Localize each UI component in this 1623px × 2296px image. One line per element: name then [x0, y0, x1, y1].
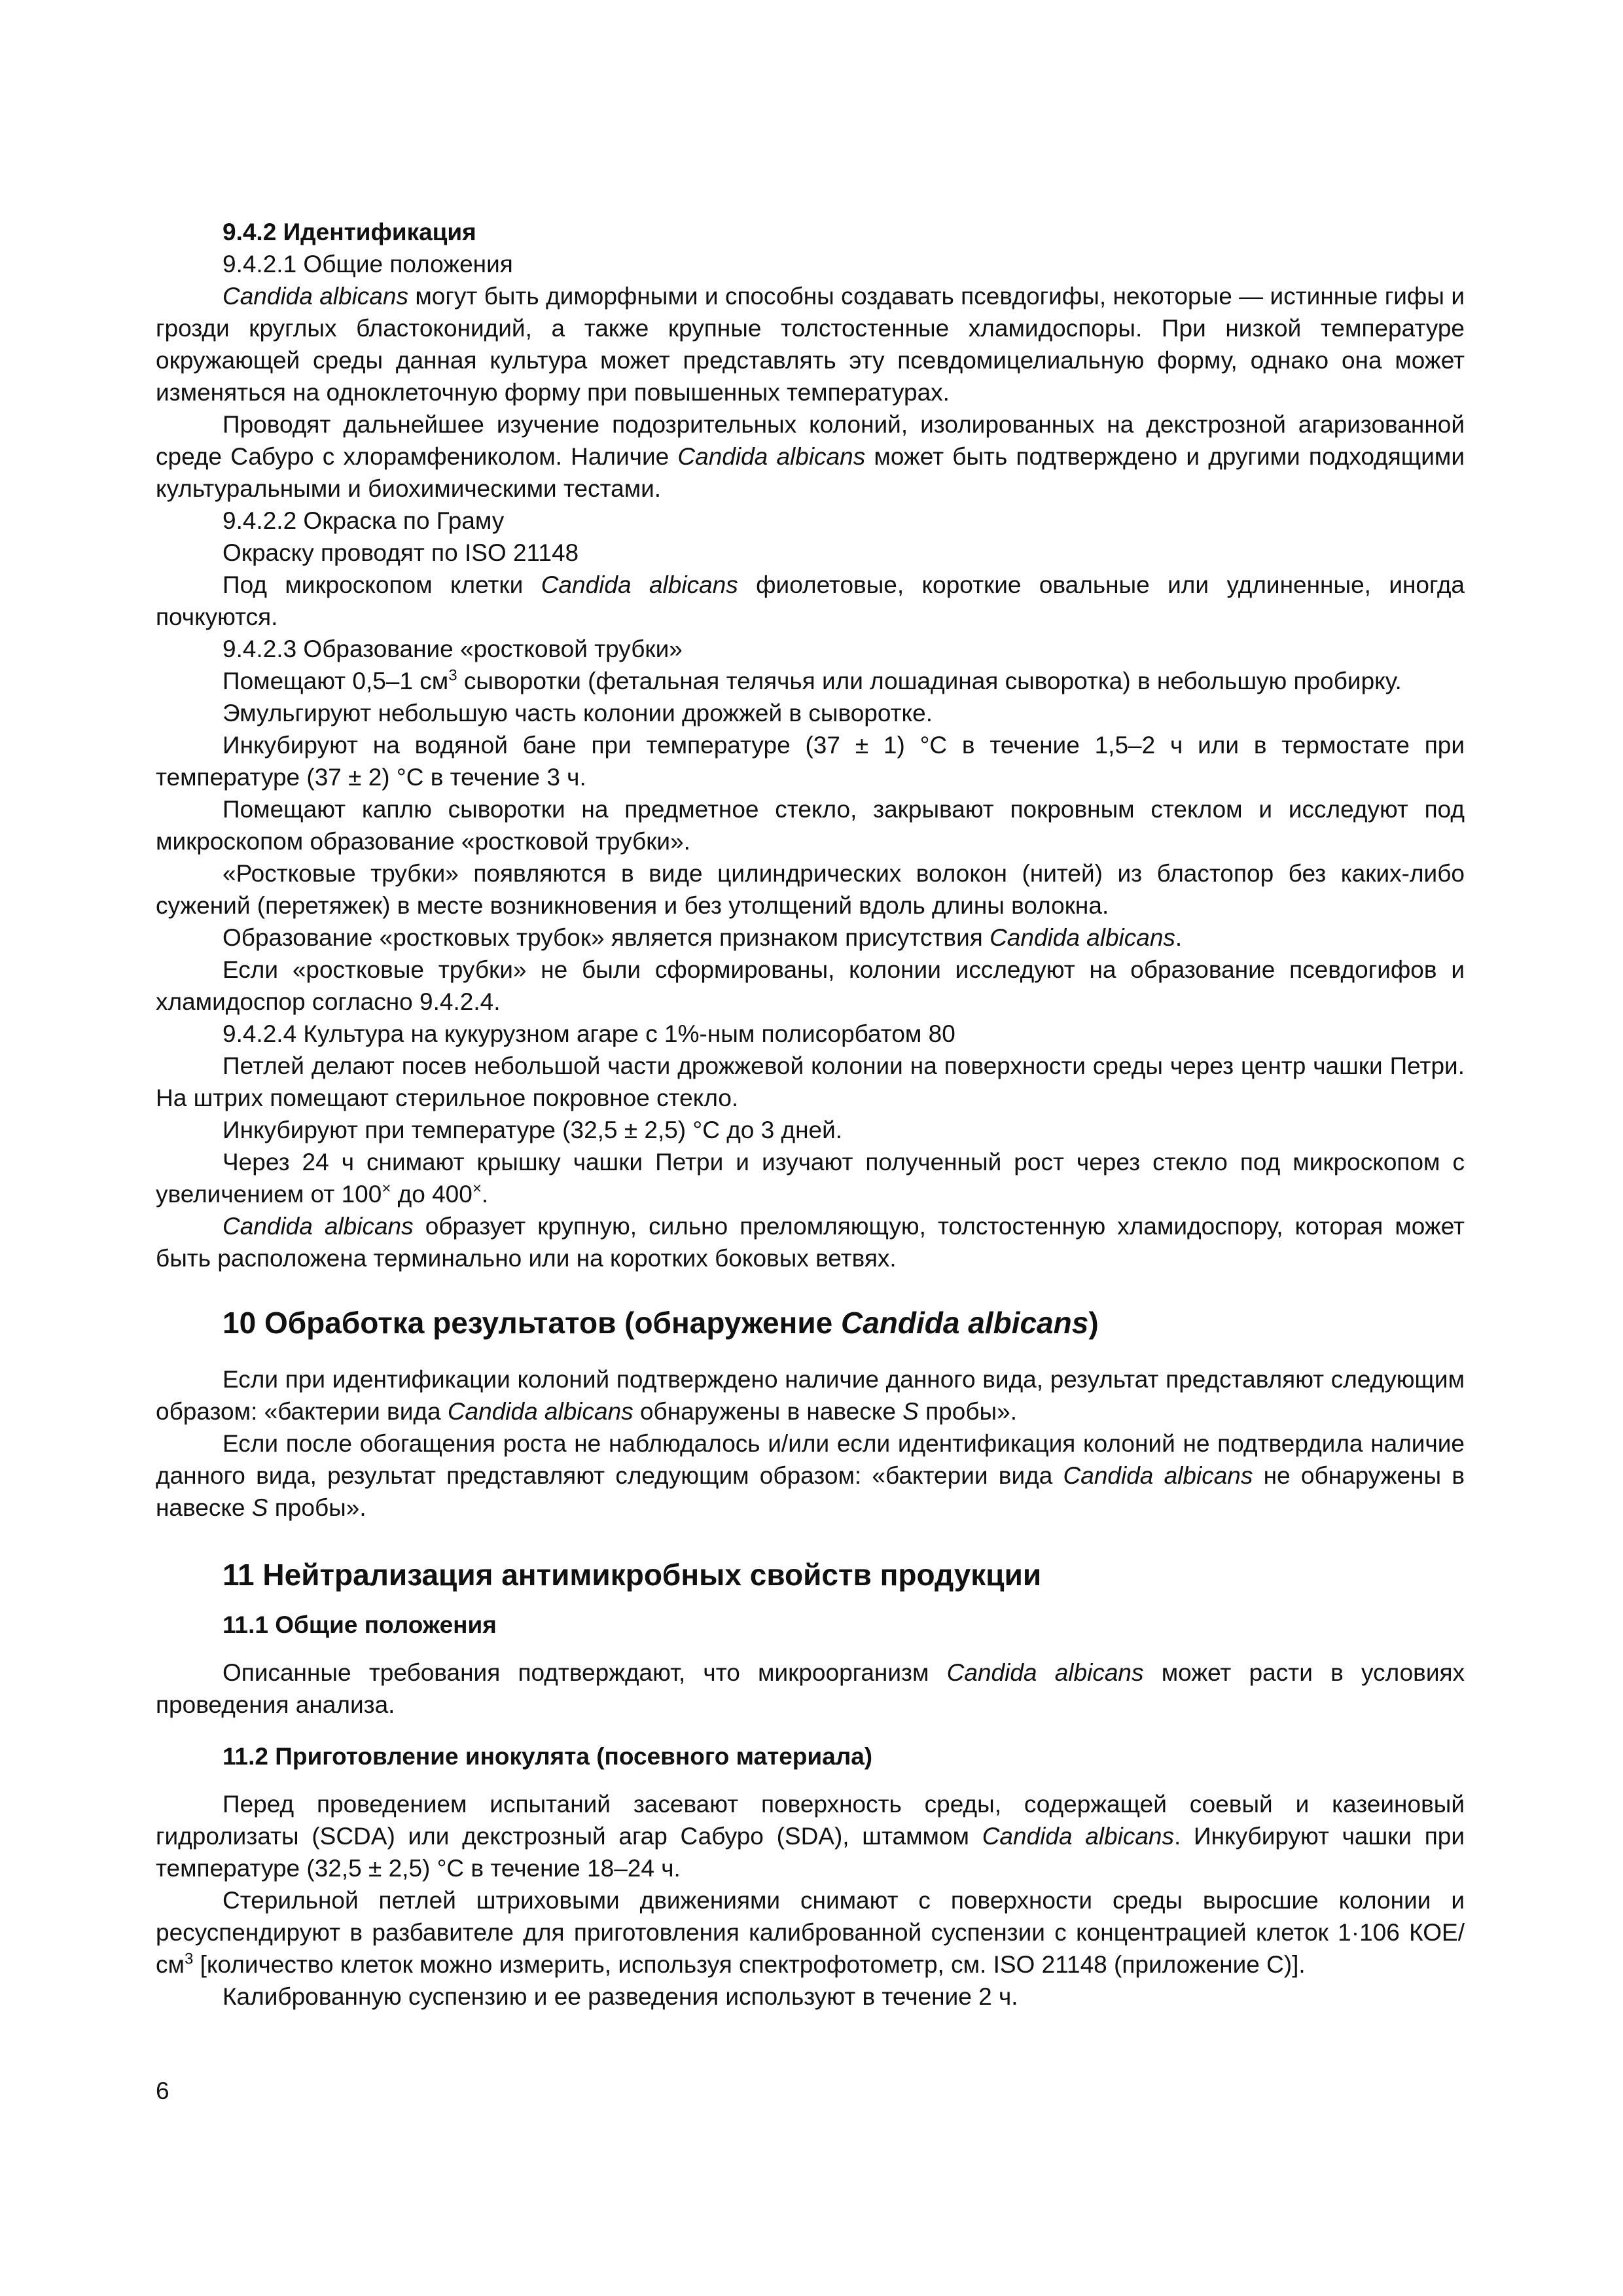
- paragraph: Если «ростковые трубки» не были сформированы, колонии исследуют на образование псевдогифов и хламидоспор согласно 9.4.2.4.: [156, 956, 1465, 1015]
- paragraph: [156, 569, 1465, 633]
- heading-text: ): [1088, 1306, 1099, 1340]
- paragraph: Инкубируют при температуре (32,5 ± 2,5) °С до 3 дней.: [223, 1117, 843, 1143]
- paragraph: [156, 922, 1465, 954]
- superscript: ×: [472, 1179, 482, 1198]
- species-name: Candida albicans: [541, 571, 738, 598]
- species-name: Candida albicans: [990, 924, 1175, 951]
- paragraph: Окраску проводят по ISO 21148: [223, 539, 579, 566]
- paragraph: Инкубируют на водяной бане при температуре (37 ± 1) °С в течение 1,5–2 ч или в термостате при температуре (37 ± 2) °С в течение 3 ч.: [156, 732, 1465, 791]
- species-name: Candida albicans: [223, 1213, 414, 1240]
- paragraph: [156, 1146, 1465, 1210]
- heading-text: 10 Обработка результатов (обнаружение: [223, 1306, 841, 1340]
- paragraph-text: Помещают 0,5–1 см: [223, 668, 449, 694]
- paragraph-text: Если при идентификации колоний подтверждено наличие данного вида, результат представляют следующим образом: «бактерии вида: [156, 1366, 1465, 1425]
- paragraph-text: .: [481, 1181, 489, 1208]
- paragraph-text: .: [1175, 924, 1183, 951]
- paragraph-text: не обнаружены в навеске: [156, 1462, 1465, 1521]
- paragraph-text: могут быть диморфными и способны создавать псевдогифы, некоторые — истинные гифы и грозди круглых бластоконидий, а также крупные толстостенные хламидоспоры. При низкой температуре окружающей среды данная культура может представлять эту псевдомицелиальную форму, однако она может изменяться на одноклеточную форму при повышенных температурах.: [156, 283, 1465, 406]
- paragraph-text: обнаружены в навеске: [633, 1398, 903, 1425]
- species-name: Candida albicans: [982, 1823, 1174, 1850]
- paragraph-text: до 400: [391, 1181, 473, 1208]
- paragraph: «Ростковые трубки» появляются в виде цилиндрических волокон (нитей) из бластопор без каких-либо сужений (перетяжек) в месте возникновения и без утолщений вдоль длины волокна.: [156, 860, 1465, 919]
- paragraph-text: Стерильной петлей штриховыми движениями снимают с поверхности среды выросшие колонии и ресуспендируют в разбавителе для приготовления калиброванной суспензии с концентрацией клеток 1·106 КОЕ/см: [156, 1887, 1465, 1978]
- paragraph-text: может расти в условиях проведения анализа.: [156, 1659, 1465, 1718]
- paragraph: [156, 1363, 1465, 1427]
- paragraph: Помещают каплю сыворотки на предметное стекло, закрывают покровным стеклом и исследуют под микроскопом образование «ростковой трубки».: [156, 796, 1465, 855]
- document-page: [156, 216, 1465, 2013]
- paragraph-text: Через 24 ч снимают крышку чашки Петри и изучают полученный рост через стекло под микроскопом с увеличением от 100: [156, 1149, 1465, 1208]
- superscript: ×: [382, 1179, 391, 1198]
- paragraph: Калиброванную суспензию и ее разведения используют в течение 2 ч.: [223, 1983, 1018, 2010]
- paragraph-text: пробы».: [918, 1398, 1017, 1425]
- paragraph: [156, 1427, 1465, 1524]
- paragraph-text: . Инкубируют чашки при температуре (32,5 ± 2,5) °С в течение 18–24 ч.: [156, 1823, 1465, 1882]
- species-name: Candida albicans: [677, 443, 866, 470]
- subsection-heading-11-2: 11.2 Приготовление инокулята (посевного материала): [223, 1743, 873, 1770]
- superscript: 3: [448, 666, 457, 685]
- sample-symbol: S: [902, 1398, 919, 1425]
- paragraph-text: образует крупную, сильно преломляющую, толстостенную хламидоспору, которая может быть расположена терминально или на коротких боковых ветвях.: [156, 1213, 1465, 1272]
- paragraph: [156, 1210, 1465, 1274]
- paragraph: [156, 408, 1465, 505]
- species-name: Candida albicans: [1063, 1462, 1253, 1489]
- paragraph-text: фиолетовые, короткие овальные или удлиненные, иногда почкуются.: [156, 571, 1465, 630]
- page-number: 6: [156, 2077, 169, 2104]
- paragraph-text: Проводят дальнейшее изучение подозрительных колоний, изолированных на декстрозной агаризованной среде Сабуро с хлорамфениколом. Наличие: [156, 411, 1465, 470]
- subsection-title-9-4-2-2: 9.4.2.2 Окраска по Граму: [223, 507, 505, 534]
- species-name: Candida albicans: [447, 1398, 633, 1425]
- paragraph-text: Описанные требования подтверждают, что микроорганизм: [223, 1659, 947, 1686]
- paragraph: [156, 665, 1465, 697]
- paragraph-text: Под микроскопом клетки: [223, 571, 541, 598]
- section-heading-9-4-2: 9.4.2 Идентификация: [223, 219, 476, 245]
- paragraph: [156, 1788, 1465, 1884]
- subsection-heading-11-1: 11.1 Общие положения: [223, 1611, 497, 1638]
- species-name: Candida albicans: [946, 1659, 1144, 1686]
- paragraph-text: может быть подтверждено и другими подходящими культуральными и биохимическими тестами.: [156, 443, 1465, 502]
- paragraph-text: пробы».: [268, 1494, 366, 1521]
- superscript: 3: [184, 1950, 194, 1968]
- paragraph-text: Если после обогащения роста не наблюдалось и/или если идентификация колоний не подтвердила наличие данного вида, результат представляют следующим образом: «бактерии вида: [156, 1430, 1465, 1489]
- sample-symbol: S: [251, 1494, 268, 1521]
- paragraph: [156, 280, 1465, 408]
- paragraph: Эмульгируют небольшую часть колонии дрожжей в сыворотке.: [223, 700, 933, 726]
- paragraph-text: [количество клеток можно измерить, используя спектрофотометр, см. ISO 21148 (приложение С)].: [193, 1951, 1306, 1978]
- species-name: Candida albicans: [223, 283, 408, 310]
- paragraph: [156, 1657, 1465, 1721]
- paragraph-text: Перед проведением испытаний засевают поверхность среды, содержащей соевый и казеиновый гидролизаты (SCDA) или декстрозный агар Сабуро (SDA), штаммом: [156, 1791, 1465, 1850]
- subsection-title-9-4-2-1: 9.4.2.1 Общие положения: [223, 251, 513, 278]
- paragraph-text: сыворотки (фетальная телячья или лошадиная сыворотка) в небольшую пробирку.: [457, 668, 1402, 694]
- section-heading-10: [156, 1303, 1465, 1342]
- paragraph: Петлей делают посев небольшой части дрожжевой колонии на поверхности среды через центр чашки Петри. На штрих помещают стерильное покровное стекло.: [156, 1052, 1465, 1111]
- paragraph-text: Образование «ростковых трубок» является признаком присутствия: [223, 924, 990, 951]
- section-heading-11: 11 Нейтрализация антимикробных свойств продукции: [223, 1558, 1042, 1592]
- paragraph: [156, 1884, 1465, 1981]
- subsection-title-9-4-2-4: 9.4.2.4 Культура на кукурузном агаре с 1%-ным полисорбатом 80: [223, 1020, 955, 1047]
- species-name: Candida albicans: [840, 1306, 1089, 1340]
- subsection-title-9-4-2-3: 9.4.2.3 Образование «ростковой трубки»: [223, 636, 683, 662]
